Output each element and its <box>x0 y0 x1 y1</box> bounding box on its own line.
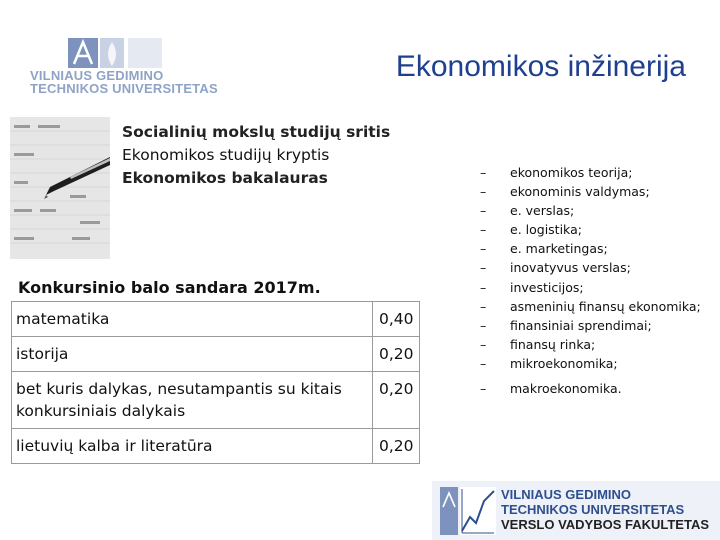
weight-cell: 0,40 <box>373 302 420 337</box>
list-item <box>480 354 701 373</box>
competition-score-title: Konkursinio balo sandara 2017m. <box>18 278 321 297</box>
list-item <box>480 379 701 398</box>
list-item-label: ekonominis valdymas; <box>510 184 650 200</box>
list-item <box>480 297 701 316</box>
table-row <box>12 372 420 429</box>
weight-cell: 0,20 <box>373 372 420 429</box>
university-logo <box>10 36 218 100</box>
weight-cell: 0,20 <box>373 429 420 464</box>
study-area: Socialinių mokslų studijų sritis <box>122 123 391 141</box>
specialization-list <box>480 163 701 398</box>
university-emblem-icon <box>68 36 168 70</box>
list-dash: – <box>480 279 487 295</box>
logo-text-line2: TECHNIKOS UNIVERSITETAS <box>30 81 218 96</box>
list-dash: – <box>480 184 487 200</box>
list-item <box>480 316 701 335</box>
faculty-logo <box>432 481 720 540</box>
list-dash: – <box>480 165 487 180</box>
list-item-label: finansiniai sprendimai; <box>510 317 652 333</box>
list-dash: – <box>480 336 487 352</box>
subject-cell: istorija <box>12 337 373 372</box>
subject-cell: bet kuris dalykas, nesutampantis su kitais konkursiniais dalykais <box>12 372 373 429</box>
list-dash: – <box>480 260 487 276</box>
list-item <box>480 258 701 277</box>
list-item-label: e. verslas; <box>510 203 575 219</box>
list-item-label: ekonomikos teorija; <box>510 165 633 180</box>
list-item <box>480 163 701 182</box>
list-dash: – <box>480 317 487 333</box>
list-item-label: asmeninių finansų ekonomika; <box>510 298 701 314</box>
list-item-label: investicijos; <box>510 279 584 295</box>
list-item <box>480 239 701 258</box>
faculty-emblem-icon <box>440 487 496 535</box>
list-item-label: makroekonomika. <box>510 381 622 397</box>
list-item-label: finansų rinka; <box>510 336 596 352</box>
subject-cell: matematika <box>12 302 373 337</box>
study-field-info <box>122 121 390 190</box>
list-item-label: inovatyvus verslas; <box>510 260 631 276</box>
list-item <box>480 220 701 239</box>
page-title: Ekonomikos inžinerija <box>395 50 686 83</box>
list-item <box>480 201 701 220</box>
list-item <box>480 278 701 297</box>
logo-text-line1: VILNIAUS GEDIMINO <box>30 68 164 83</box>
list-dash: – <box>480 381 487 397</box>
degree: Ekonomikos bakalauras <box>122 169 328 187</box>
table-row <box>12 302 420 337</box>
competition-score-table <box>11 301 420 464</box>
faculty-logo-line3: VERSLO VADYBOS FAKULTETAS <box>501 517 710 532</box>
list-item-label: e. logistika; <box>510 222 582 238</box>
list-item-label: e. marketingas; <box>510 241 608 257</box>
list-dash: – <box>480 203 487 219</box>
study-direction: Ekonomikos studijų kryptis <box>122 146 330 164</box>
table-row <box>12 337 420 372</box>
pen-on-stock-chart-image <box>10 117 110 259</box>
faculty-logo-line1: VILNIAUS GEDIMINO <box>501 487 632 502</box>
list-dash: – <box>480 355 487 371</box>
list-dash: – <box>480 241 487 257</box>
list-dash: – <box>480 298 487 314</box>
list-dash: – <box>480 222 487 238</box>
list-item <box>480 182 701 201</box>
weight-cell: 0,20 <box>373 337 420 372</box>
list-item-label: mikroekonomika; <box>510 355 618 371</box>
faculty-logo-line2: TECHNIKOS UNIVERSITETAS <box>501 502 685 517</box>
table-row <box>12 429 420 464</box>
list-item <box>480 335 701 354</box>
subject-cell: lietuvių kalba ir literatūra <box>12 429 373 464</box>
